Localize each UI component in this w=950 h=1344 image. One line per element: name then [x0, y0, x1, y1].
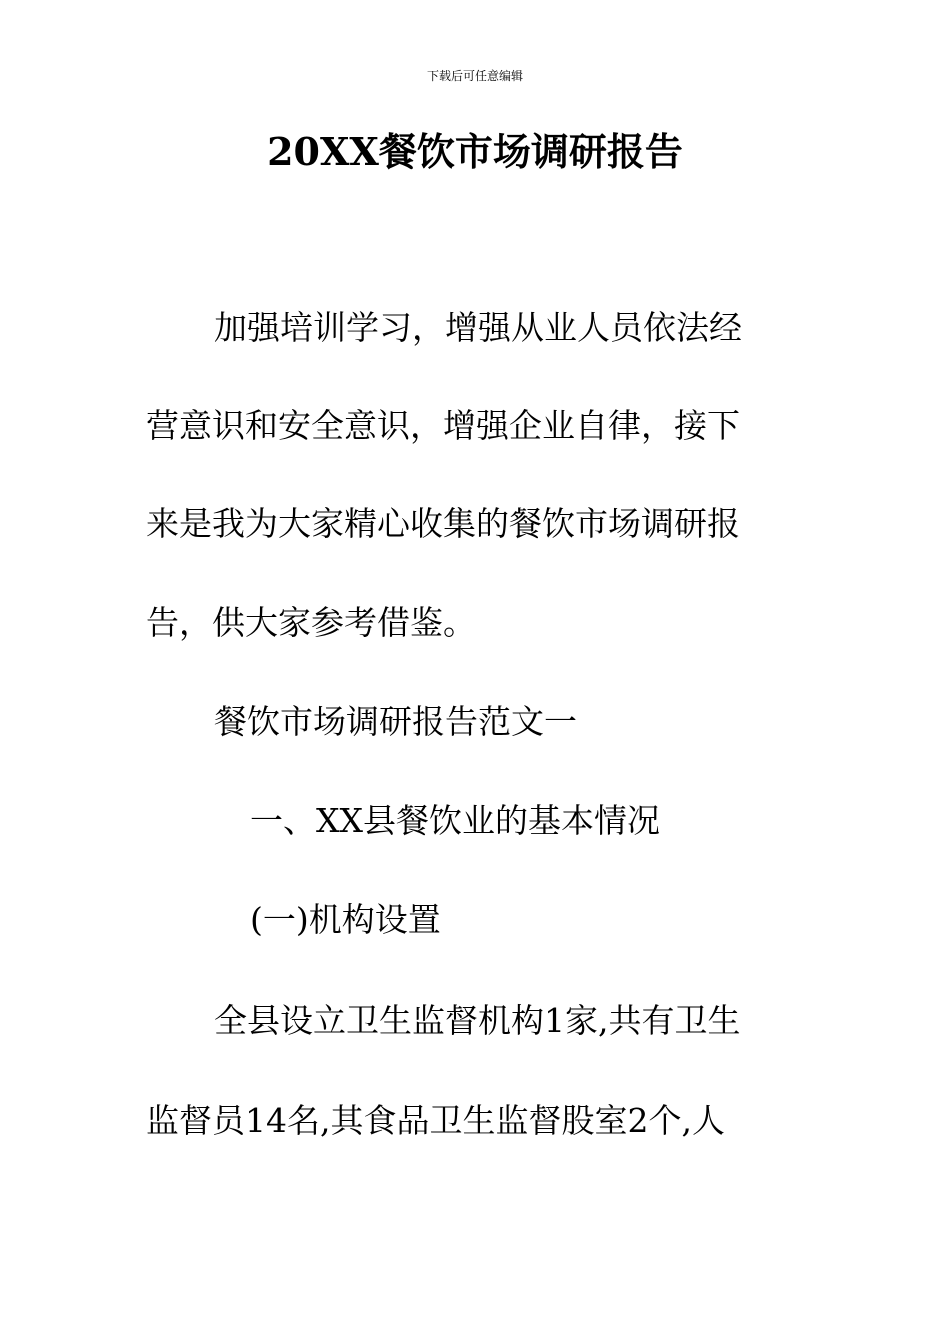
intro-line-4: 告，供大家参考借鉴。 — [146, 603, 476, 642]
section-heading: 一、XX县餐饮业的基本情况 — [250, 801, 660, 840]
paragraph-line-1: 全县设立卫生监督机构1家,共有卫生 — [214, 1001, 741, 1040]
intro-line-1: 加强培训学习，增强从业人员依法经 — [214, 308, 742, 347]
sample-heading: 餐饮市场调研报告范文一 — [214, 702, 577, 741]
document-title: 20XX餐饮市场调研报告 — [267, 129, 683, 174]
intro-line-2: 营意识和安全意识，增强企业自律，接下 — [146, 406, 740, 445]
subsection-heading: (一)机构设置 — [250, 900, 441, 939]
intro-line-3: 来是我为大家精心收集的餐饮市场调研报 — [146, 504, 740, 543]
header-note: 下载后可任意编辑 — [426, 69, 523, 83]
paragraph-line-2: 监督员14名,其食品卫生监督股室2个,人 — [146, 1101, 725, 1140]
